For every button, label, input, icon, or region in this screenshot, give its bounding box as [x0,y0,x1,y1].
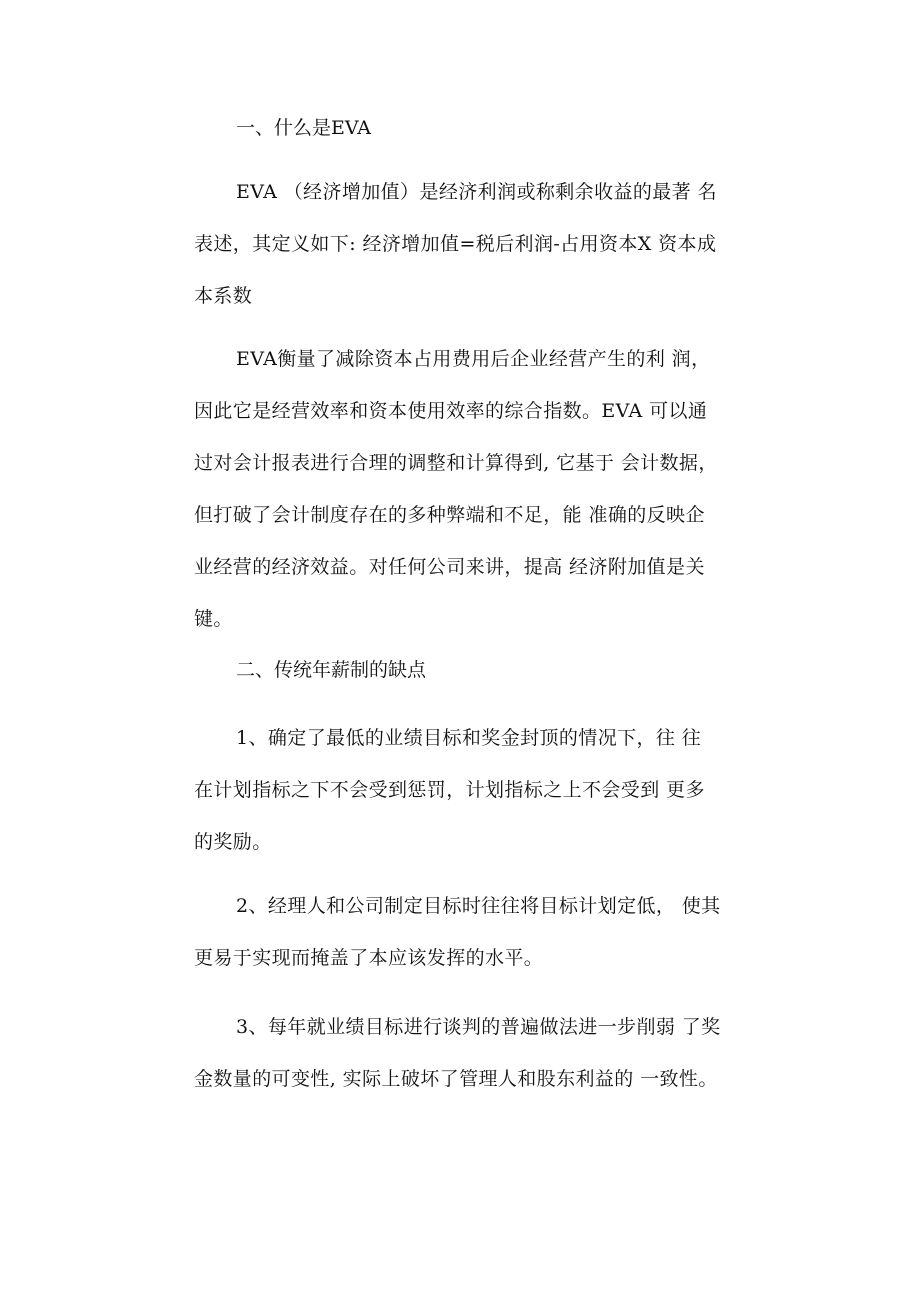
text-line: 更易于实现而掩盖了本应该发挥的水平。 [194,947,544,969]
text-line: 本系数 [194,285,253,307]
paragraph-eva-definition [194,166,754,322]
text-line: 1、确定了最低的业绩目标和奖金封顶的情况下，往 往 [236,727,702,749]
text-line: 但打破了会计制度存在的多种弊端和不足，能 准确的反映企 [194,504,705,526]
text-line: 2、经理人和公司制定目标时往往将目标计划定低， 使其 [236,895,721,917]
text-line: 过对会计报表进行合理的调整和计算得到, 它基于 会计数据， [194,452,718,474]
text-line: 3、每年就业绩目标进行谈判的普遍做法进一步削弱 了奖 [236,1016,721,1038]
text-line: 业经营的经济效益。对任何公司来讲，提高 经济附加值是关 [194,556,705,578]
text-line: 的奖励。 [194,831,272,853]
paragraph-drawback-2 [194,880,754,984]
paragraph-eva-measurement [194,333,754,645]
text-line: 表述，其定义如下: 经济增加值=税后利润-占用资本X 资本成 [194,233,717,255]
text-line: 因此它是经营效率和资本使用效率的综合指数。EVA 可以通 [194,400,708,422]
text-line: EVA （经济增加值）是经济利润或称剩余收益的最著 名 [236,181,717,203]
section-heading-what-is-eva: 一、什么是EVA [236,117,372,139]
section-heading-traditional-salary-drawbacks: 二、传统年薪制的缺点 [236,659,427,681]
text-line: 在计划指标之下不会受到惩罚，计划指标之上不会受到 更多 [194,779,705,801]
text-line: 金数量的可变性, 实际上破坏了管理人和股东利益的 一致性。 [194,1068,718,1090]
text-line: EVA衡量了减除资本占用费用后企业经营产生的利 润， [236,348,711,370]
text-line: 键。 [194,608,233,630]
paragraph-drawback-1 [194,712,754,868]
paragraph-drawback-3 [194,1001,754,1105]
